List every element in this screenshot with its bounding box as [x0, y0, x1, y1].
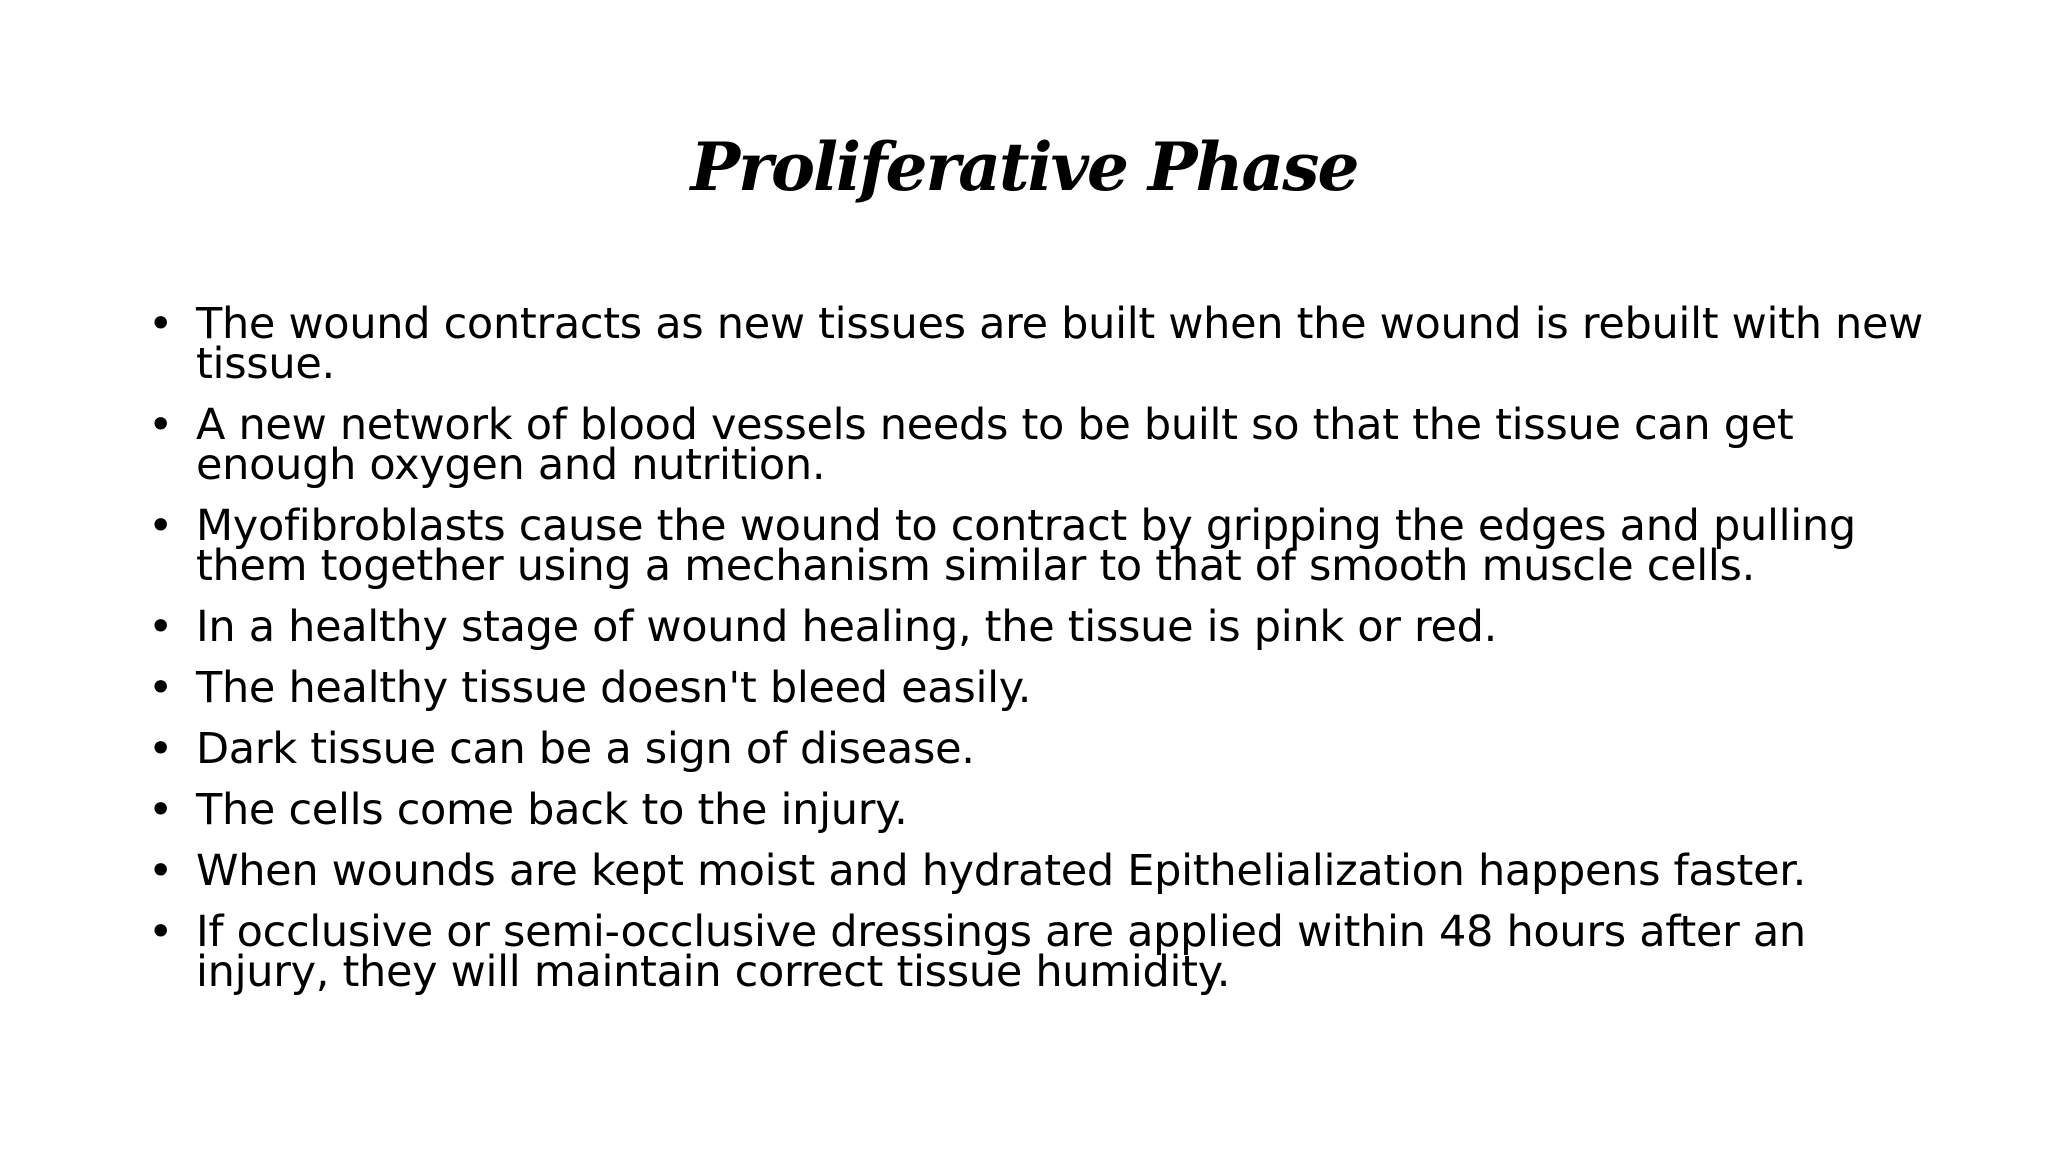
bullet-text: Dark tissue can be a sign of disease.: [196, 724, 975, 774]
bullet-text: In a healthy stage of wound healing, the tissue is pink or red.: [196, 602, 1497, 652]
bullet-text: When wounds are kept moist and hydrated Epithelialization happens faster.: [196, 846, 1807, 896]
bullet-text: The wound contracts as new tissues are built when the wound is rebuilt with new tissue.: [196, 299, 1924, 389]
bullet-item: [148, 785, 1928, 835]
bullet-icon: •: [148, 663, 174, 713]
bullet-text: Myofibroblasts cause the wound to contract by gripping the edges and pulling them together using a mechanism similar to that of smooth muscle cells.: [196, 501, 1856, 591]
bullet-icon: •: [148, 846, 174, 896]
slide-title: Proliferative Phase: [690, 128, 1358, 206]
bullet-text: The cells come back to the injury.: [196, 785, 908, 835]
bullet-icon: •: [148, 400, 174, 450]
bullet-list: [148, 299, 1928, 1013]
bullet-item: [148, 846, 1928, 896]
bullet-text: A new network of blood vessels needs to be built so that the tissue can get enough oxygen and nutrition.: [196, 400, 1794, 490]
bullet-item: [148, 501, 1928, 591]
bullet-icon: •: [148, 501, 174, 551]
bullet-item: [148, 907, 1928, 997]
bullet-item: [148, 299, 1928, 389]
bullet-item: [148, 400, 1928, 490]
bullet-icon: •: [148, 785, 174, 835]
bullet-icon: •: [148, 907, 174, 957]
bullet-text: The healthy tissue doesn't bleed easily.: [196, 663, 1032, 713]
bullet-icon: •: [148, 602, 174, 652]
bullet-text: If occlusive or semi-occlusive dressings are applied within 48 hours after an injury, they will maintain correct tissue humidity.: [196, 907, 1806, 997]
bullet-item: [148, 663, 1928, 713]
bullet-item: [148, 602, 1928, 652]
bullet-icon: •: [148, 724, 174, 774]
bullet-icon: •: [148, 299, 174, 349]
bullet-item: [148, 724, 1928, 774]
